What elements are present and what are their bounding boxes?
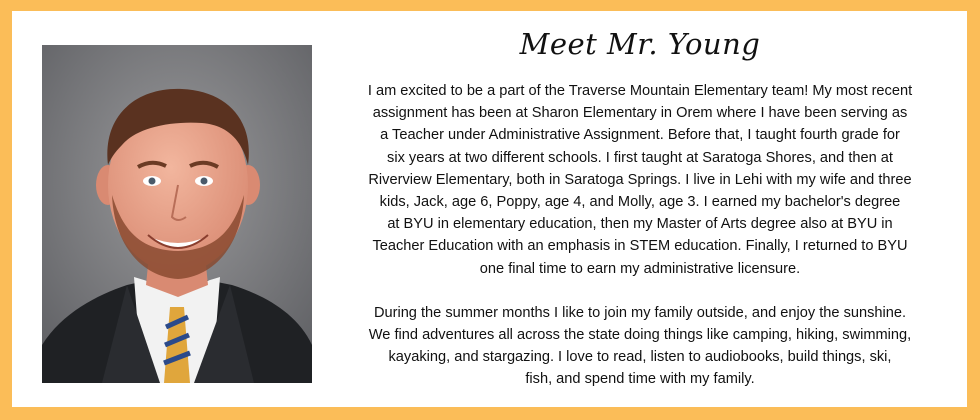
bio-text	[340, 80, 940, 391]
bio-paragraph: During the summer months I like to join my family outside, and enjoy the sunshine. We find adventures all across the state doing things like camping, hiking, swimming, kayaking, and stargazing. I love to read, listen to audiobooks, build things, ski, fish, and spend time with my family.	[368, 304, 912, 388]
bio-paragraph: I am excited to be a part of the Traverse Mountain Elementary team! My most recent assignment has been at Sharon Elementary in Orem where I have been serving as a Teacher under Administrative Assignment. Before that, I taught fourth grade for six years at two different schools. I first taught at Saratoga Shores, and then at Riverview Elementary, both in Saratoga Springs. I live in Lehi with my wife and three kids, Jack, age 6, Poppy, age 4, and Molly, age 3. I earned my bachelor's degree at BYU in elementary education, then my Master of Arts degree also at BYU in Teacher Education with an emphasis in STEM education. Finally, I returned to BYU one final time to earn my administrative licensure.	[367, 83, 913, 277]
portrait-photo	[42, 45, 312, 383]
page-title: Meet Mr. Young	[519, 27, 761, 61]
